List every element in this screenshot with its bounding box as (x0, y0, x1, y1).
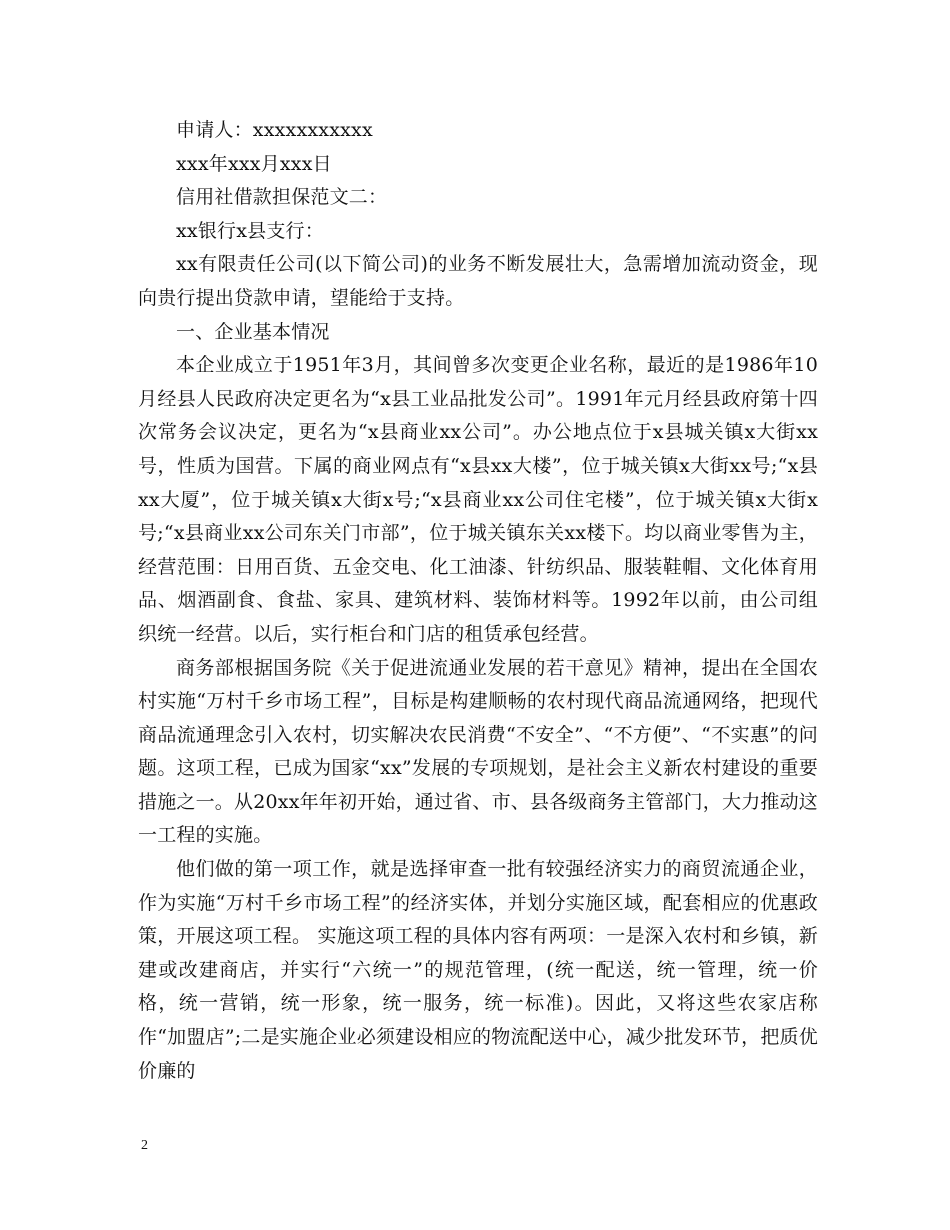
page-number: 2 (141, 1138, 148, 1153)
applicant-line: 申请人：xxxxxxxxxxx (176, 119, 373, 141)
body-paragraph: xx有限责任公司(以下简公司)的业务不断发展壮大，急需增加流动资金，现向贵行提出贷款申请，望能给于支持。 (138, 253, 818, 309)
section-heading: 信用社借款担保范文二： (176, 186, 388, 209)
addressee-line: xx银行x县支行： (176, 219, 324, 242)
body-paragraph: 本企业成立于1951年3月，其间曾多次变更企业名称，最近的是1986年10月经县人民政府决定更名为“x县工业品批发公司”。1991年元月经县政府第十四次常务会议决定，更名为“x县商业xx公司”。办公地点位于x县城关镇x大街xx号，性质为国营。下属的商业网点有“x县xx大楼”，位于城关镇x大街xx号;“x县xx大厦”，位于城关镇x大街x号;“x县商业xx公司住宅楼”，位于城关镇x大街x号;“x县商业xx公司东关门市部”，位于城关镇东关xx楼下。均以商业零售为主，经营范围：日用百货、五金交电、化工油漆、针纺织品、服装鞋帽、文化体育用品、烟酒副食、食盐、家具、建筑材料、装饰材料等。1992年以前，由公司组织统一经营。以后，实行柜台和门店的租赁承包经营。 (138, 354, 818, 645)
body-paragraph: 他们做的第一项工作，就是选择审查一批有较强经济实力的商贸流通企业，作为实施“万村千乡市场工程”的经济实体，并划分实施区域，配套相应的优惠政策，开展这项工程。 实施这项工程的具体内容有两项：一是深入农村和乡镇，新建或改建商店，并实行“六统一”的规范管理，(统一配送，统一管理，统一价格，统一营销，统一形象，统一服务，统一标准)。因此，又将这些农家店称作“加盟店”;二是实施企业必须建设相应的物流配送中心，减少批发环节，把质优价廉的 (138, 858, 818, 1082)
document-body (138, 114, 818, 1088)
subsection-heading: 一、企业基本情况 (176, 320, 330, 343)
date-line: xxx年xxx月xxx日 (176, 152, 332, 175)
body-paragraph: 商务部根据国务院《关于促进流通业发展的若干意见》精神，提出在全国农村实施“万村千乡市场工程”，目标是构建顺畅的农村现代商品流通网络，把现代商品流通理念引入农村，切实解决农民消费“不安全”、“不方便”、“不实惠”的问题。这项工程，已成为国家“xx”发展的专项规划，是社会主义新农村建设的重要措施之一。从20xx年年初开始，通过省、市、县各级商务主管部门，大力推动这一工程的实施。 (138, 656, 819, 847)
